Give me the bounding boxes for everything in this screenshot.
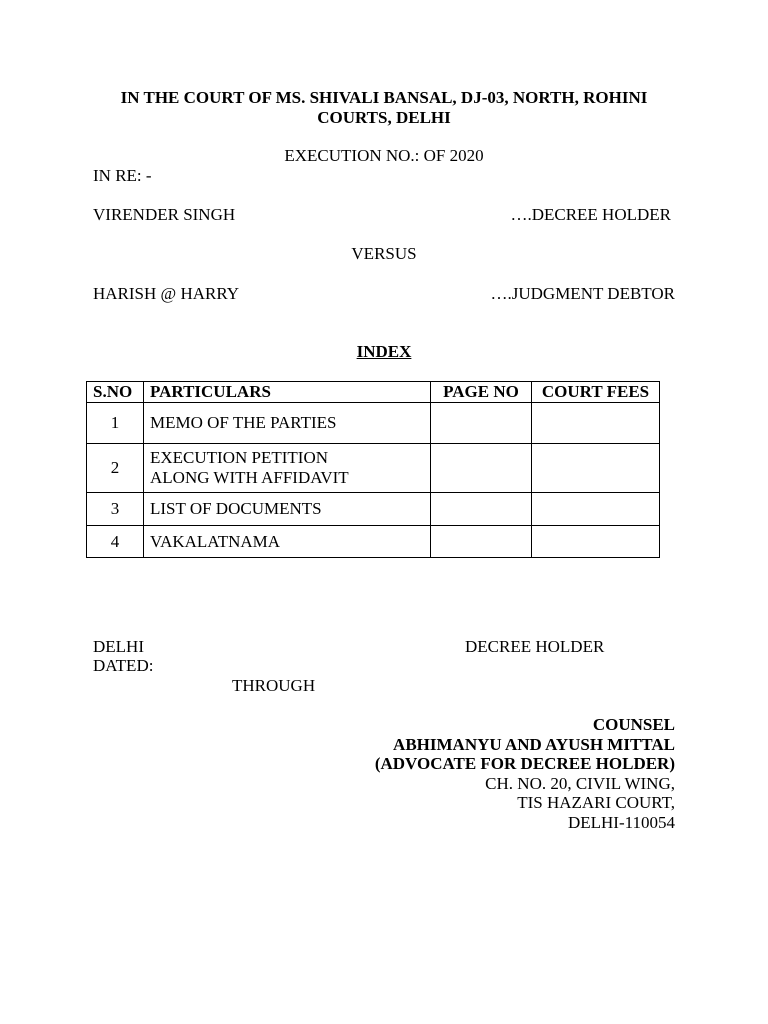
table-row (87, 444, 660, 493)
column-header-page-no: PAGE NO (431, 382, 532, 403)
versus-label: VERSUS (351, 244, 417, 263)
column-header-court-fees: COURT FEES (532, 382, 660, 403)
table-row (87, 493, 660, 526)
cell-particulars: MEMO OF THE PARTIES (144, 403, 431, 444)
counsel-names: ABHIMANYU AND AYUSH MITTAL (393, 734, 675, 754)
cell-particulars: LIST OF DOCUMENTS (144, 493, 431, 526)
cell-particulars: EXECUTION PETITION ALONG WITH AFFIDAVIT (144, 444, 431, 493)
counsel-address-line1: CH. NO. 20, CIVIL WING, (485, 773, 675, 793)
counsel-designation: (ADVOCATE FOR DECREE HOLDER) (374, 754, 675, 773)
cell-court-fees (532, 493, 660, 526)
counsel-address-line2: TIS HAZARI COURT, (517, 793, 675, 812)
respondent-name: HARISH @ HARRY (93, 284, 240, 303)
court-title: IN THE COURT OF MS. SHIVALI BANSAL, DJ-03, NORTH, ROHINI COURTS, DELHI (120, 88, 648, 127)
column-header-particulars: PARTICULARS (144, 382, 431, 403)
cell-sno: 4 (87, 526, 144, 558)
table-row (87, 526, 660, 558)
table-header-row (87, 382, 660, 403)
cell-page-no (431, 526, 532, 558)
cell-court-fees (532, 444, 660, 493)
cell-page-no (431, 493, 532, 526)
petitioner-name: VIRENDER SINGH (93, 205, 236, 224)
in-re-label: IN RE: - (93, 166, 152, 185)
cell-sno: 1 (87, 403, 144, 444)
execution-number: EXECUTION NO.: OF 2020 (284, 146, 484, 165)
respondent-role: ….JUDGMENT DEBTOR (490, 284, 675, 303)
index-table (86, 381, 660, 558)
counsel-label: COUNSEL (592, 715, 675, 734)
cell-page-no (431, 444, 532, 493)
cell-sno: 3 (87, 493, 144, 526)
counsel-block (375, 715, 675, 832)
index-heading-wrap (93, 342, 675, 362)
place-label: DELHI (93, 637, 144, 656)
cell-page-no (431, 403, 532, 444)
petitioner-role: ….DECREE HOLDER (510, 205, 671, 224)
cell-sno: 2 (87, 444, 144, 493)
cell-particulars: VAKALATNAMA (144, 526, 431, 558)
cell-court-fees (532, 403, 660, 444)
index-heading: INDEX (356, 342, 412, 361)
table-row (87, 403, 660, 444)
cell-court-fees (532, 526, 660, 558)
counsel-address-line3: DELHI-110054 (567, 812, 675, 832)
column-header-sno: S.NO (87, 382, 144, 403)
dated-label: DATED: (93, 656, 154, 675)
through-label: THROUGH (232, 676, 316, 695)
decree-holder-signature-label: DECREE HOLDER (465, 637, 605, 656)
